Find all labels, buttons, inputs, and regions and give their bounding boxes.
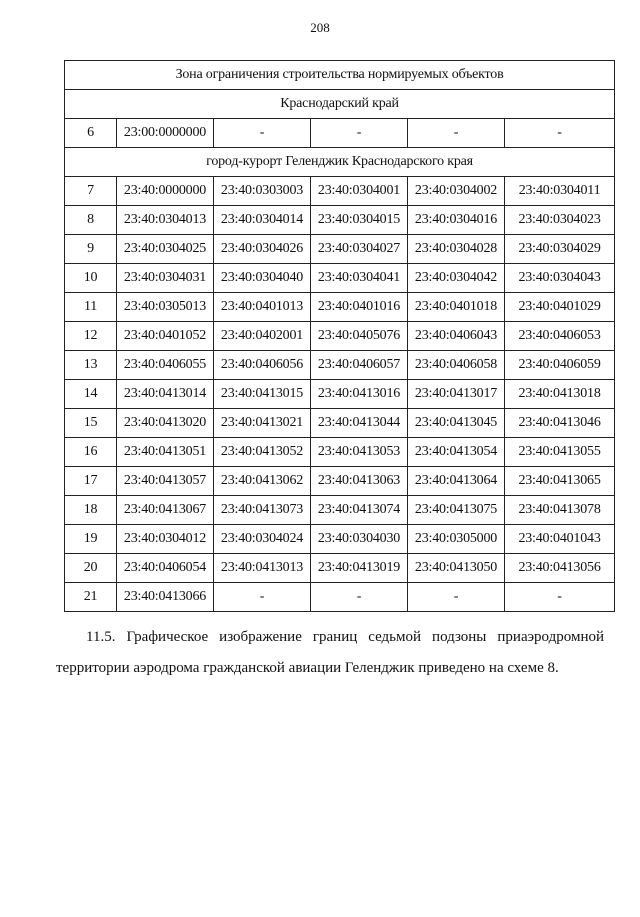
- row-number: 7: [65, 177, 117, 206]
- row-number: 13: [65, 351, 117, 380]
- cadastral-number-cell: 23:40:0304024: [214, 525, 311, 554]
- row-number: 21: [65, 583, 117, 612]
- cadastral-number-cell: 23:40:0305000: [408, 525, 505, 554]
- region-header-row: [65, 90, 615, 119]
- cadastral-number-cell: 23:40:0401018: [408, 293, 505, 322]
- cadastral-number-cell: 23:40:0413053: [311, 438, 408, 467]
- table-row: [65, 409, 615, 438]
- zone-header-row: [65, 61, 615, 90]
- cadastral-number-cell: 23:40:0406054: [117, 554, 214, 583]
- cadastral-number-cell: 23:40:0413013: [214, 554, 311, 583]
- cadastral-number-cell: 23:40:0413056: [505, 554, 615, 583]
- cadastral-number-cell: 23:40:0413014: [117, 380, 214, 409]
- table-row: [65, 351, 615, 380]
- cadastral-number-cell: 23:40:0413063: [311, 467, 408, 496]
- row-number: 17: [65, 467, 117, 496]
- cadastral-number-cell: 23:40:0413020: [117, 409, 214, 438]
- cadastral-number-cell: 23:40:0304014: [214, 206, 311, 235]
- cadastral-number-cell: 23:40:0413065: [505, 467, 615, 496]
- cadastral-number-cell: 23:40:0305013: [117, 293, 214, 322]
- cadastral-number-cell: 23:40:0413066: [117, 583, 214, 612]
- cadastral-number-cell: 23:40:0413054: [408, 438, 505, 467]
- cadastral-number-cell: 23:40:0304016: [408, 206, 505, 235]
- row-number: 6: [65, 119, 117, 148]
- table-row: [65, 206, 615, 235]
- cadastral-number-cell: 23:40:0413021: [214, 409, 311, 438]
- empty-cell: -: [505, 583, 615, 612]
- table-row: [65, 380, 615, 409]
- cadastral-number-cell: 23:40:0413018: [505, 380, 615, 409]
- cadastral-number-cell: 23:40:0303003: [214, 177, 311, 206]
- page-number: 208: [310, 20, 330, 35]
- cadastral-number-cell: 23:40:0413046: [505, 409, 615, 438]
- cadastral-number-cell: 23:40:0304042: [408, 264, 505, 293]
- city-header: город-курорт Геленджик Краснодарского края: [65, 148, 615, 177]
- empty-cell: -: [214, 119, 311, 148]
- cadastral-number-cell: 23:40:0413062: [214, 467, 311, 496]
- cadastral-number-cell: 23:40:0304001: [311, 177, 408, 206]
- table-row: [65, 438, 615, 467]
- cadastral-number-cell: 23:40:0413016: [311, 380, 408, 409]
- cadastral-number-cell: 23:40:0413015: [214, 380, 311, 409]
- cadastral-number-cell: 23:40:0304026: [214, 235, 311, 264]
- empty-cell: -: [408, 583, 505, 612]
- table-row: [65, 525, 615, 554]
- cadastral-number-cell: 23:40:0304002: [408, 177, 505, 206]
- cadastral-number-cell: 23:40:0413057: [117, 467, 214, 496]
- cadastral-number-cell: 23:40:0304012: [117, 525, 214, 554]
- cadastral-number-cell: 23:40:0413064: [408, 467, 505, 496]
- cadastral-number-cell: 23:40:0304040: [214, 264, 311, 293]
- row-number: 14: [65, 380, 117, 409]
- cadastral-number-cell: 23:00:0000000: [117, 119, 214, 148]
- empty-cell: -: [408, 119, 505, 148]
- empty-cell: -: [505, 119, 615, 148]
- cadastral-number-cell: 23:40:0406043: [408, 322, 505, 351]
- row-number: 16: [65, 438, 117, 467]
- cadastral-number-cell: 23:40:0413017: [408, 380, 505, 409]
- cadastral-number-cell: 23:40:0406056: [214, 351, 311, 380]
- cadastral-number-cell: 23:40:0304029: [505, 235, 615, 264]
- cadastral-number-cell: 23:40:0401013: [214, 293, 311, 322]
- cadastral-number-cell: 23:40:0413074: [311, 496, 408, 525]
- cadastral-number-cell: 23:40:0406055: [117, 351, 214, 380]
- row-number: 19: [65, 525, 117, 554]
- cadastral-number-cell: 23:40:0401052: [117, 322, 214, 351]
- row-number: 20: [65, 554, 117, 583]
- row-number: 8: [65, 206, 117, 235]
- cadastral-number-cell: 23:40:0304015: [311, 206, 408, 235]
- row-number: 11: [65, 293, 117, 322]
- region-header: Краснодарский край: [65, 90, 615, 119]
- row-number: 10: [65, 264, 117, 293]
- cadastral-number-cell: 23:40:0304023: [505, 206, 615, 235]
- cadastral-number-cell: 23:40:0304013: [117, 206, 214, 235]
- row-number: 12: [65, 322, 117, 351]
- table-row: [65, 496, 615, 525]
- cadastral-number-cell: 23:40:0304027: [311, 235, 408, 264]
- table-row: [65, 177, 615, 206]
- empty-cell: -: [311, 583, 408, 612]
- table-row: [65, 293, 615, 322]
- cadastral-number-cell: 23:40:0413019: [311, 554, 408, 583]
- cadastral-number-cell: 23:40:0413045: [408, 409, 505, 438]
- table-row: [65, 119, 615, 148]
- cadastral-number-cell: 23:40:0413044: [311, 409, 408, 438]
- cadastral-number-cell: 23:40:0304028: [408, 235, 505, 264]
- cadastral-number-cell: 23:40:0304025: [117, 235, 214, 264]
- cadastral-number-cell: 23:40:0401016: [311, 293, 408, 322]
- table-row: [65, 554, 615, 583]
- zone-header: Зона ограничения строительства нормируемых объектов: [65, 61, 615, 90]
- cadastral-number-cell: 23:40:0413051: [117, 438, 214, 467]
- row-number: 9: [65, 235, 117, 264]
- table-row: [65, 235, 615, 264]
- cadastral-number-cell: 23:40:0406053: [505, 322, 615, 351]
- cadastral-number-cell: 23:40:0304011: [505, 177, 615, 206]
- table-row: [65, 467, 615, 496]
- cadastral-number-cell: 23:40:0304030: [311, 525, 408, 554]
- table-row: [65, 583, 615, 612]
- cadastral-number-cell: 23:40:0413073: [214, 496, 311, 525]
- cadastral-number-cell: 23:40:0406057: [311, 351, 408, 380]
- cadastral-number-cell: 23:40:0304041: [311, 264, 408, 293]
- city-header-row: [65, 148, 615, 177]
- cadastral-number-cell: 23:40:0405076: [311, 322, 408, 351]
- row-number: 15: [65, 409, 117, 438]
- cadastral-number-cell: 23:40:0304043: [505, 264, 615, 293]
- empty-cell: -: [311, 119, 408, 148]
- cadastral-number-cell: 23:40:0413067: [117, 496, 214, 525]
- cadastral-number-cell: 23:40:0406059: [505, 351, 615, 380]
- cadastral-number-cell: 23:40:0304031: [117, 264, 214, 293]
- cadastral-number-cell: 23:40:0413050: [408, 554, 505, 583]
- cadastral-number-cell: 23:40:0401029: [505, 293, 615, 322]
- cadastral-number-cell: 23:40:0413078: [505, 496, 615, 525]
- paragraph-11-5: 11.5. Графическое изображение границ седьмой подзоны приаэродромной территории аэродрома гражданской авиации Геленджик приведено на схеме 8.: [56, 629, 604, 676]
- table-row: [65, 322, 615, 351]
- cadastral-number-cell: 23:40:0402001: [214, 322, 311, 351]
- cadastral-number-cell: 23:40:0401043: [505, 525, 615, 554]
- cadastral-number-cell: 23:40:0413055: [505, 438, 615, 467]
- cadastral-number-cell: 23:40:0413052: [214, 438, 311, 467]
- table-body: [65, 61, 615, 612]
- empty-cell: -: [214, 583, 311, 612]
- cadastral-number-cell: 23:40:0000000: [117, 177, 214, 206]
- row-number: 18: [65, 496, 117, 525]
- table-row: [65, 264, 615, 293]
- cadastral-table: [64, 60, 615, 612]
- cadastral-number-cell: 23:40:0406058: [408, 351, 505, 380]
- cadastral-number-cell: 23:40:0413075: [408, 496, 505, 525]
